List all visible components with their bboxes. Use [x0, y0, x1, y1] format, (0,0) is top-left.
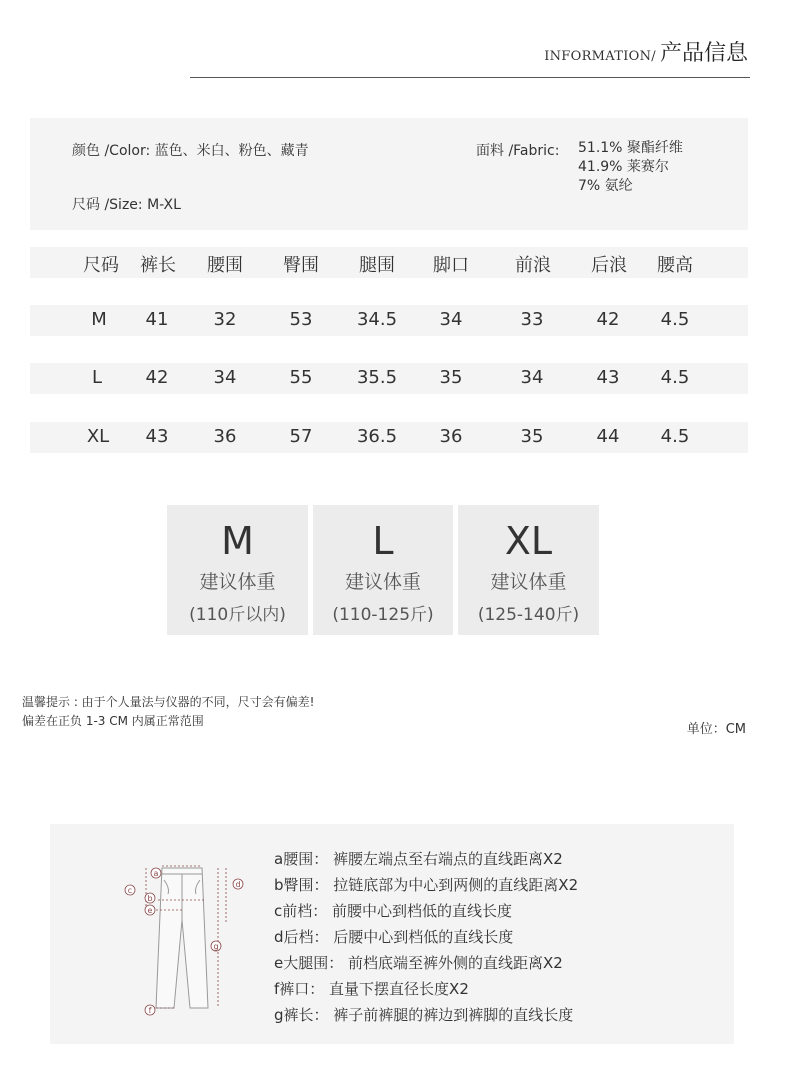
marker-e: e — [147, 906, 153, 915]
table-cell: 33 — [520, 309, 544, 330]
table-cell: 34 — [439, 309, 463, 330]
table-cell: 4.5 — [660, 426, 690, 447]
table-cell: 42 — [596, 309, 620, 330]
note-line: 温馨提示 : 由于个人量法与仪器的不同，尺寸会有偏差! — [22, 695, 315, 709]
card-range: (110-125斤) — [332, 605, 434, 625]
weight-card-l — [313, 505, 453, 635]
table-cell: L — [91, 367, 103, 388]
table-cell: 34 — [520, 367, 544, 388]
table-cell: 35 — [439, 367, 463, 388]
title-english: INFORMATION/ — [544, 49, 656, 64]
table-cell: 35.5 — [356, 367, 398, 388]
measurement-description: b臀围： 拉链底部为中心到两侧的直线距离X2 — [274, 876, 579, 894]
marker-d: d — [235, 880, 241, 889]
measurement-descriptions — [274, 846, 578, 1028]
card-size: XL — [504, 519, 553, 563]
page-title — [544, 36, 748, 67]
unit-label: 单位：CM — [686, 722, 746, 737]
measurement-description: e大腿围： 前档底端至裤外侧的直线距离X2 — [274, 954, 563, 972]
table-row — [30, 422, 748, 453]
note-line: 偏差在正负 1-3 CM 内属正常范围 — [22, 714, 204, 728]
table-header-cell: 臀围 — [283, 255, 319, 276]
table-header-cell: 前浪 — [515, 255, 551, 276]
table-cell: 42 — [145, 367, 169, 388]
measurement-description: f裤口： 直量下摆直径长度X2 — [274, 980, 469, 998]
weight-card-xl — [458, 505, 599, 635]
marker-f: f — [148, 1006, 152, 1015]
table-row — [30, 363, 748, 394]
table-cell: 4.5 — [660, 309, 690, 330]
table-header-cell: 腿围 — [359, 255, 395, 276]
table-cell: 35 — [520, 426, 544, 447]
table-cell: 43 — [145, 426, 169, 447]
card-range: (110斤以内) — [189, 605, 286, 625]
fabric-value: 51.1% 聚酯纤维 — [578, 140, 683, 156]
table-cell: 44 — [596, 426, 620, 447]
table-cell: 53 — [289, 309, 313, 330]
marker-b: b — [147, 894, 153, 903]
table-cell: XL — [86, 426, 110, 447]
card-size: M — [221, 519, 254, 563]
fabric-value: 7% 氨纶 — [578, 178, 633, 194]
table-cell: 34.5 — [356, 309, 398, 330]
header-divider — [190, 77, 750, 78]
table-cell: 32 — [213, 309, 237, 330]
measurement-note — [22, 693, 315, 731]
measurement-description: a腰围： 裤腰左端点至右端点的直线距离X2 — [274, 850, 563, 868]
fabric-value: 41.9% 莱赛尔 — [578, 159, 669, 175]
card-label: 建议体重 — [490, 571, 567, 593]
table-cell: M — [91, 309, 107, 330]
table-header-row — [30, 247, 748, 278]
table-header-cell: 腰围 — [207, 255, 243, 276]
table-cell: 36.5 — [356, 426, 398, 447]
measurement-diagram-panel — [50, 824, 734, 1044]
table-cell: 57 — [289, 426, 313, 447]
weight-recommendation-cards — [0, 505, 790, 635]
card-label: 建议体重 — [199, 571, 276, 593]
product-info-panel — [30, 118, 748, 230]
marker-g: g — [213, 942, 219, 951]
pants-diagram-icon — [122, 858, 252, 1018]
table-row — [30, 305, 748, 336]
table-cell: 36 — [439, 426, 463, 447]
marker-a: a — [153, 869, 159, 878]
table-cell: 41 — [145, 309, 169, 330]
fabric-label: 面料 /Fabric: — [476, 143, 560, 159]
marker-c: c — [127, 886, 133, 895]
table-cell: 55 — [289, 367, 313, 388]
title-chinese: 产品信息 — [659, 41, 748, 66]
card-size: L — [372, 519, 394, 563]
fabric-values — [578, 140, 683, 197]
size-info: 尺码 /Size: M-XL — [72, 197, 181, 213]
measurement-description: g裤长： 裤子前裤腿的裤边到裤脚的直线长度 — [274, 1006, 574, 1024]
color-info: 颜色 /Color: 蓝色、米白、粉色、藏青 — [72, 143, 309, 159]
table-header-cell: 裤长 — [140, 255, 176, 276]
table-cell: 43 — [596, 367, 620, 388]
table-header-cell: 尺码 — [83, 255, 119, 276]
table-cell: 34 — [213, 367, 237, 388]
table-cell: 36 — [213, 426, 237, 447]
card-range: (125-140斤) — [477, 605, 580, 625]
table-header-cell: 脚口 — [433, 255, 469, 276]
card-label: 建议体重 — [344, 571, 421, 593]
table-cell: 4.5 — [660, 367, 690, 388]
measurement-description: d后档： 后腰中心到档低的直线长度 — [274, 928, 514, 946]
weight-card-m — [167, 505, 308, 635]
table-header-cell: 腰高 — [657, 255, 693, 276]
measurement-description: c前档： 前腰中心到档低的直线长度 — [274, 902, 513, 920]
table-header-cell: 后浪 — [591, 255, 627, 276]
